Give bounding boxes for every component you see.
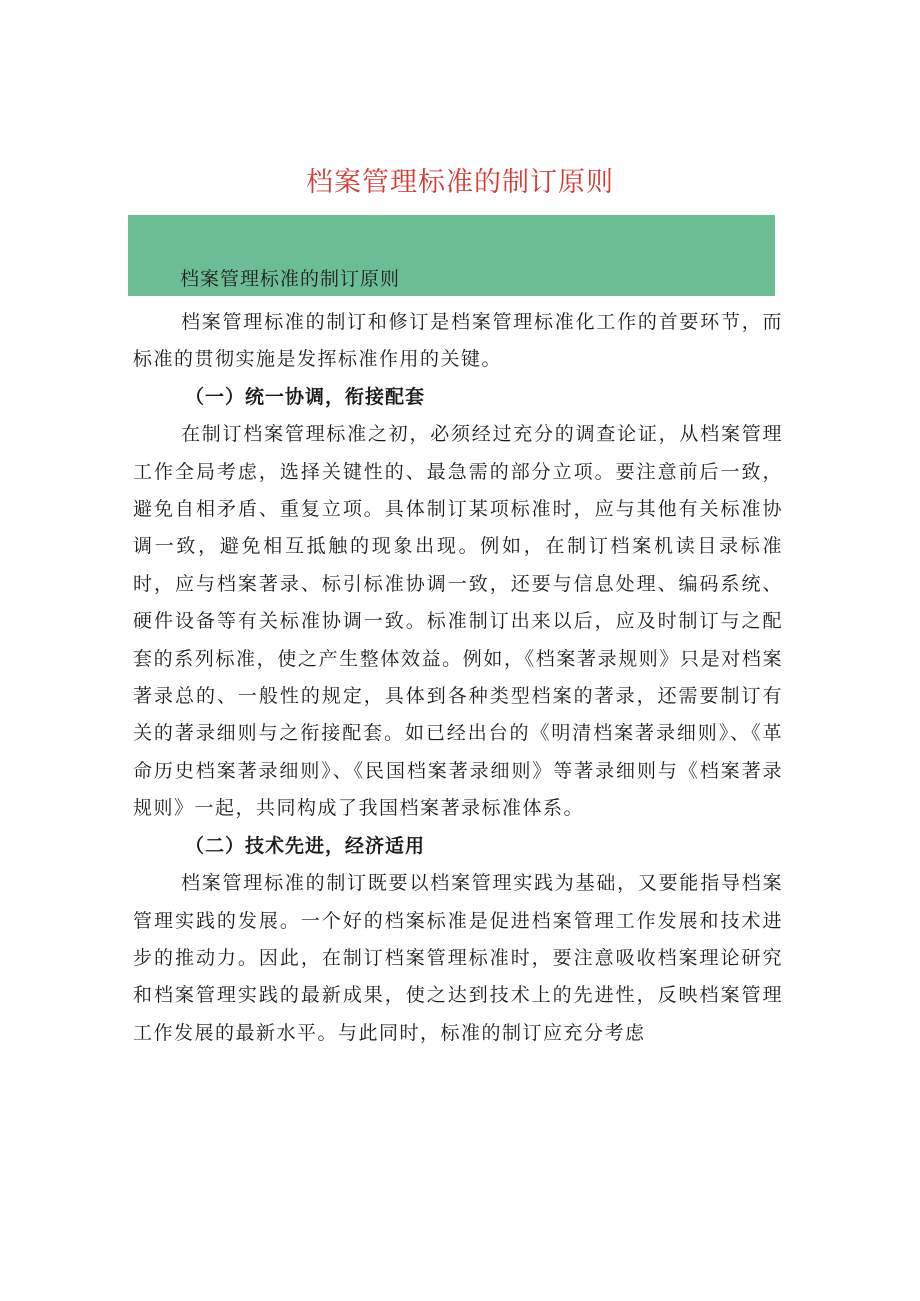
intro-paragraph: 档案管理标准的制订和修订是档案管理标准化工作的首要环节，而标准的贯彻实施是发挥标准作用的关键。 <box>133 311 783 371</box>
section-heading-1: （一）统一协调，衔接配套 <box>185 385 426 408</box>
section-body-1: 在制订档案管理标准之初，必须经过充分的调查论证，从档案管理工作全局考虑，选择关键性的、最急需的部分立项。要注意前后一致，避免自相矛盾、重复立项。具体制订某项标准时，应与其他有关标准协调一致，避免相互抵触的现象出现。例如，在制订档案机读目录标准时，应与档案著录、标引标准协调一致，还要与信息处理、编码系统、硬件设备等有关标准协调一致。标准制订出来以后，应及时制订与之配套的系列标准，使之产生整体效益。例如，《档案著录规则》只是对档案著录总的、一般性的规定，具体到各种类型档案的著录，还需要制订有关的著录细则与之衔接配套。如已经出台的《明清档案著录细则》、《革命历史档案著录细则》、《民国档案著录细则》等著录细则与《档案著录规则》一起，共同构成了我国档案著录标准体系。 <box>133 423 783 820</box>
banner-title: 档案管理标准的制订原则 <box>180 268 401 290</box>
section-heading-2: （二）技术先进，经济适用 <box>185 834 426 857</box>
section-banner <box>128 215 775 296</box>
document-body <box>133 300 783 1052</box>
page-title: 档案管理标准的制订原则 <box>306 167 614 198</box>
section-body-2: 档案管理标准的制订既要以档案管理实践为基础，又要能指导档案管理实践的发展。一个好的档案标准是促进档案管理工作发展和技术进步的推动力。因此，在制订档案管理标准时，要注意吸收档案理论研究和档案管理实践的最新成果，使之达到技术上的先进性，反映档案管理工作发展的最新水平。与此同时，标准的制订应充分考虑 <box>133 872 783 1044</box>
